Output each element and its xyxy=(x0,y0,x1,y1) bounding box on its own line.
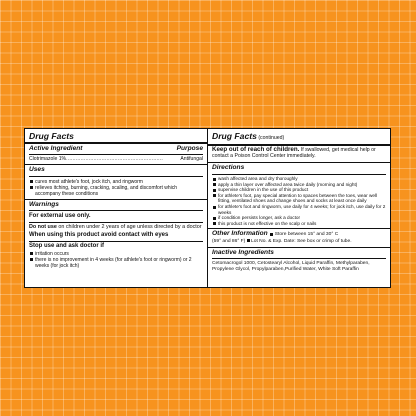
keep-out-label: Keep out of reach of children. xyxy=(212,146,300,153)
external-use-text: For external use only. xyxy=(29,212,91,219)
other-information-section xyxy=(208,229,390,247)
stop-use-item: irritation occurs xyxy=(29,251,203,257)
continued-label: (continued) xyxy=(256,135,285,141)
bullet-square-icon xyxy=(270,233,273,236)
active-ingredient-section xyxy=(25,144,207,165)
keep-out-detail: If swallowed, get medical help or contact a Poison Control Center immediately. xyxy=(212,147,376,160)
other-information-title: Other Information xyxy=(212,230,268,238)
directions-item: for athlete's foot, pay special attention to spaces between the toes, wear well fitting, ventilated shoes and change shoes and socks at least once daily xyxy=(212,193,386,204)
lot-exp-info: Lot No. & Exp. Date: See box or crimp of tube. xyxy=(251,238,352,244)
active-ingredient-header-row xyxy=(29,145,203,155)
inactive-ingredients-section xyxy=(208,248,390,275)
inactive-ingredients-title: Inactive Ingredients xyxy=(212,248,274,256)
uses-item: relieves itching, burning, cracking, scaling, and discomfort which accompany these conditions xyxy=(29,185,203,197)
bullet-square-icon xyxy=(247,239,250,242)
warnings-title: Warnings xyxy=(29,200,59,208)
keep-out-of-reach-section xyxy=(208,146,390,163)
drug-facts-title-continued: Drug Facts xyxy=(212,131,257,141)
directions-item: for athlete's foot and ringworm, use daily for 4 weeks; for jock itch, use daily for 2 weeks xyxy=(212,204,386,215)
leader-dots: ............................................................ xyxy=(66,156,164,163)
active-ingredient-row xyxy=(29,156,203,162)
warnings-divider-3 xyxy=(29,241,203,242)
inactive-divider xyxy=(212,258,386,259)
drug-facts-title: Drug Facts xyxy=(29,131,74,141)
directions-item: supervise children in the use of this product xyxy=(212,187,386,193)
stop-use-title: Stop use and ask doctor if xyxy=(29,243,105,250)
active-ingredient-title: Active Ingredient xyxy=(29,145,83,152)
directions-item: apply a thin layer over affected area twice daily (morning and night) xyxy=(212,182,386,188)
active-ingredient-name: Clotrimazole 1% xyxy=(29,156,67,163)
drug-facts-header-left xyxy=(25,129,207,144)
stop-use-list xyxy=(29,251,203,269)
drug-facts-header-right xyxy=(208,129,390,146)
do-not-use-label: Do not use xyxy=(29,224,57,231)
directions-title: Directions xyxy=(212,163,245,171)
directions-divider xyxy=(212,174,386,175)
directions-section xyxy=(208,163,390,230)
stop-use-item: there is no improvement in 4 weeks (for athlete's foot or ringworm) or 2 weeks (for jock itch) xyxy=(29,257,203,269)
uses-divider xyxy=(29,176,203,177)
storage-temp-celsius: Store between 15° and 30° C xyxy=(274,232,339,238)
directions-item: this product is not effective on the scalp or nails xyxy=(212,221,386,227)
keep-out-text xyxy=(212,147,386,160)
uses-list xyxy=(29,179,203,197)
active-ingredient-purpose: Antifungal xyxy=(180,156,203,163)
do-not-use-text xyxy=(29,224,203,231)
uses-section xyxy=(25,165,207,199)
drug-facts-label xyxy=(24,128,391,288)
uses-item: cures most athlete's foot, jock itch, and ringworm xyxy=(29,179,203,185)
warnings-divider-2 xyxy=(29,222,203,223)
warnings-divider xyxy=(29,210,203,211)
drug-facts-left-column xyxy=(25,129,208,287)
purpose-title: Purpose xyxy=(176,145,203,152)
do-not-use-detail: on children under 2 years of age unless directed by a doctor xyxy=(56,224,202,231)
directions-item: wash affected area and dry thoroughly xyxy=(212,176,386,182)
inactive-ingredients-list: Cetomacrogol 1000, Cetostearyl Alcohol, Liquid Paraffin, Methylparaben, Propylene Glycol, Propylparaben,Purified Water, White Soft Paraffin xyxy=(212,260,370,272)
directions-item: if condition persists longer, ask a doctor xyxy=(212,215,386,221)
storage-temp-fahrenheit: (59° and 86° F) xyxy=(212,238,246,244)
avoid-eyes-text: When using this product avoid contact with eyes xyxy=(29,231,169,238)
drug-facts-right-column xyxy=(208,129,390,287)
directions-list xyxy=(212,176,386,226)
uses-title: Uses xyxy=(29,166,45,174)
other-information-text xyxy=(212,230,386,244)
warnings-section xyxy=(25,200,207,287)
